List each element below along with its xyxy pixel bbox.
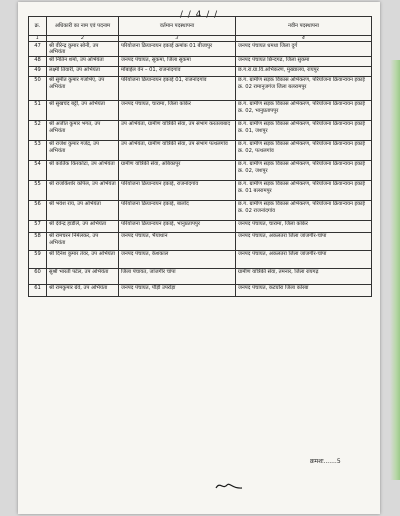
page-number: / / 4 / / bbox=[179, 10, 219, 20]
table-row bbox=[29, 232, 372, 250]
cell-officer-name: सुश्री भारती पटेल, उप अभियंता bbox=[47, 268, 119, 284]
cell-sr: 49 bbox=[29, 66, 47, 76]
cell-current-posting: जनपद पंचायत, चारामा, जिला कांकेर bbox=[119, 100, 236, 120]
continued-note: क्रमशः.......5 bbox=[310, 458, 341, 465]
table-header-row bbox=[29, 17, 372, 36]
cell-current-posting: जनपद पंचायत, पौड़ी उपरोड़ा bbox=[119, 284, 236, 296]
cell-officer-name: श्री अजीत कुमार भगत, उप अभियंता bbox=[47, 120, 119, 140]
cell-officer-name: श्री सुखचंद बट्टी, उप अभियंता bbox=[47, 100, 119, 120]
cell-officer-name: श्री रामचरन निर्मलकर, उप अभियंता bbox=[47, 232, 119, 250]
cell-current-posting: जनपद पंचायत, केशकाल bbox=[119, 250, 236, 268]
cell-officer-name: श्री दिनेश कुमार तंवर, उप अभियंता bbox=[47, 250, 119, 268]
cell-new-posting: छ.ग. ग्रामीण सड़क विकास अभिकरण, परियोजना क्रियान्वयन इकाई क्र. 02, भानुप्रतापपुर bbox=[236, 100, 372, 120]
cell-sr: 54 bbox=[29, 160, 47, 180]
table-row bbox=[29, 268, 372, 284]
cell-officer-name: श्री देवेन्द्र हाडीले, उप अभियंता bbox=[47, 220, 119, 232]
cell-current-posting: उप अभियंता, ग्रामीण यांत्रिकी सेवा, उप संभाग पत्थलगांव bbox=[119, 140, 236, 160]
cell-officer-name: लक्ष्मी तिवारी, उप अभियंता bbox=[47, 66, 119, 76]
cell-sr: 55 bbox=[29, 180, 47, 200]
background-edge bbox=[390, 60, 400, 480]
cell-sr: 47 bbox=[29, 42, 47, 57]
cell-new-posting: छ.ग. ग्रामीण सड़क विकास अभिकरण, परियोजना क्रियान्वयन इकाई क्र. 02 राजनांदगांव bbox=[236, 200, 372, 220]
signature-mark bbox=[214, 477, 244, 496]
table-row bbox=[29, 200, 372, 220]
cell-current-posting: परियोजना क्रियान्वयन इकाई, भानुप्रतापपुर bbox=[119, 220, 236, 232]
cell-officer-name: श्री सुमीत कुमार गजभिए, उप अभियंता bbox=[47, 76, 119, 100]
column-number: 1 bbox=[29, 36, 47, 42]
cell-new-posting: ग्रामीण यांत्रिकी सेवा, तमनार, जिला रायगढ़ bbox=[236, 268, 372, 284]
cell-sr: 48 bbox=[29, 56, 47, 66]
table-row bbox=[29, 56, 372, 66]
column-number: 2 bbox=[47, 36, 119, 42]
cell-new-posting: जनपद पंचायत, कटघोरा जिला कोरबा bbox=[236, 284, 372, 296]
cell-sr: 58 bbox=[29, 232, 47, 250]
cell-sr: 51 bbox=[29, 100, 47, 120]
cell-sr: 61 bbox=[29, 284, 47, 296]
cell-current-posting: ग्रामीण यांत्रिकी सेवा, अंबिकापुर bbox=[119, 160, 236, 180]
document-page bbox=[18, 2, 380, 514]
table-row bbox=[29, 76, 372, 100]
cell-current-posting: जनपद पंचायत, सुकमा, जिला सुकमा bbox=[119, 56, 236, 66]
cell-sr: 56 bbox=[29, 200, 47, 220]
table-row bbox=[29, 66, 372, 76]
cell-current-posting: परियोजना क्रियान्वयन इकाई, बालोद bbox=[119, 200, 236, 220]
cell-new-posting: जनपद पंचायत छिन्दगढ, जिला सुकमा bbox=[236, 56, 372, 66]
cell-officer-name: श्री रामकुमार ग्रेवें, उप अभियंता bbox=[47, 284, 119, 296]
cell-current-posting: परियोजना क्रियान्वयन इकाई क्रमांक 01 बीजापुर bbox=[119, 42, 236, 57]
cell-new-posting: छ.ग. ग्रामीण सड़क विकास अभिकरण, परियोजना क्रियान्वयन इकाई क्र. 02, जशपुर bbox=[236, 160, 372, 180]
header-sr: क्र. bbox=[29, 17, 47, 36]
header-current-posting: वर्तमान पदस्थापना bbox=[119, 17, 236, 36]
table-row bbox=[29, 42, 372, 57]
cell-current-posting: मॉबाईल वेन – 01, राजनांदगांव bbox=[119, 66, 236, 76]
cell-sr: 57 bbox=[29, 220, 47, 232]
cell-current-posting: उप अभियंता, ग्रामीण यांत्रिकी सेवा, उप संभाग करतलाबाद bbox=[119, 120, 236, 140]
cell-new-posting: जनपद पंचायत, चारामा, जिला कांकेर bbox=[236, 220, 372, 232]
cell-officer-name: श्री भवंश राय, उप अभियंता bbox=[47, 200, 119, 220]
cell-new-posting: जनपद पंचायत, अकलतरा जिला जांजगीर-चांपा bbox=[236, 232, 372, 250]
cell-new-posting: जनपद पंचायत, अकलतरा जिला जांजगीर-चांपा bbox=[236, 250, 372, 268]
header-new-posting: नवीन पदस्थापना bbox=[236, 17, 372, 36]
cell-current-posting: परियोजना क्रियान्वयन इकाई, राजनांदगांव bbox=[119, 180, 236, 200]
cell-sr: 60 bbox=[29, 268, 47, 284]
cell-officer-name: श्री वीरेन्द्र कुमार सोनी, उप अभियंता bbox=[47, 42, 119, 57]
cell-current-posting: जनपद पंचायत, भैयाथान bbox=[119, 232, 236, 250]
cell-officer-name: श्री कार्तिक किरकोटा, उप अभियंता bbox=[47, 160, 119, 180]
table-row bbox=[29, 250, 372, 268]
cell-sr: 53 bbox=[29, 140, 47, 160]
cell-officer-name: श्री राजकिशोर कपिल, उप अभियंता bbox=[47, 180, 119, 200]
cell-new-posting: छ.ग. ग्रामीण सड़क विकास अभिकरण, परियोजना क्रियान्वयन इकाई क्र. 01 बलरामपुर bbox=[236, 180, 372, 200]
cell-current-posting: परियोजना क्रियान्वयन इकाई 01, राजनांदगांव bbox=[119, 76, 236, 100]
table-row bbox=[29, 180, 372, 200]
header-name: अधिकारी का नाम एवं पदनाम bbox=[47, 17, 119, 36]
table-row bbox=[29, 220, 372, 232]
table-row bbox=[29, 140, 372, 160]
cell-new-posting: छ.ग. ग्रामीण सड़क विकास अभिकरण, परियोजना क्रियान्वयन इकाई क्र. 02, पत्थलगांव bbox=[236, 140, 372, 160]
cell-sr: 50 bbox=[29, 76, 47, 100]
cell-new-posting: छ.ग. ग्रामीण सड़क विकास अभिकरण, परियोजना क्रियान्वयन इकाई क्र. 02 रामानुजगंज जिला बलरामपुर bbox=[236, 76, 372, 100]
table-row bbox=[29, 160, 372, 180]
cell-new-posting: जनपद पंचायत धमधा जिला दुर्ग bbox=[236, 42, 372, 57]
column-number: 4 bbox=[236, 36, 372, 42]
table-row bbox=[29, 120, 372, 140]
cell-officer-name: श्री नितिन शर्मा, उप अभियंता bbox=[47, 56, 119, 66]
transfer-table bbox=[28, 16, 372, 297]
table-row bbox=[29, 284, 372, 296]
cell-new-posting: छ.ग.रा.ग्रा.वि.अभिकरण, मुख्यालय, रायपुर bbox=[236, 66, 372, 76]
cell-sr: 59 bbox=[29, 250, 47, 268]
cell-current-posting: जिला पंचायत, जांजगीर चांपा bbox=[119, 268, 236, 284]
cell-sr: 52 bbox=[29, 120, 47, 140]
cell-officer-name: श्री राजेश कुमार गजेंद्र, उप अभियंता bbox=[47, 140, 119, 160]
column-number: 3 bbox=[119, 36, 236, 42]
table-row bbox=[29, 100, 372, 120]
cell-new-posting: छ.ग. ग्रामीण सड़क विकास अभिकरण, परियोजना क्रियान्वयन इकाई क्र. 01, जशपुर bbox=[236, 120, 372, 140]
